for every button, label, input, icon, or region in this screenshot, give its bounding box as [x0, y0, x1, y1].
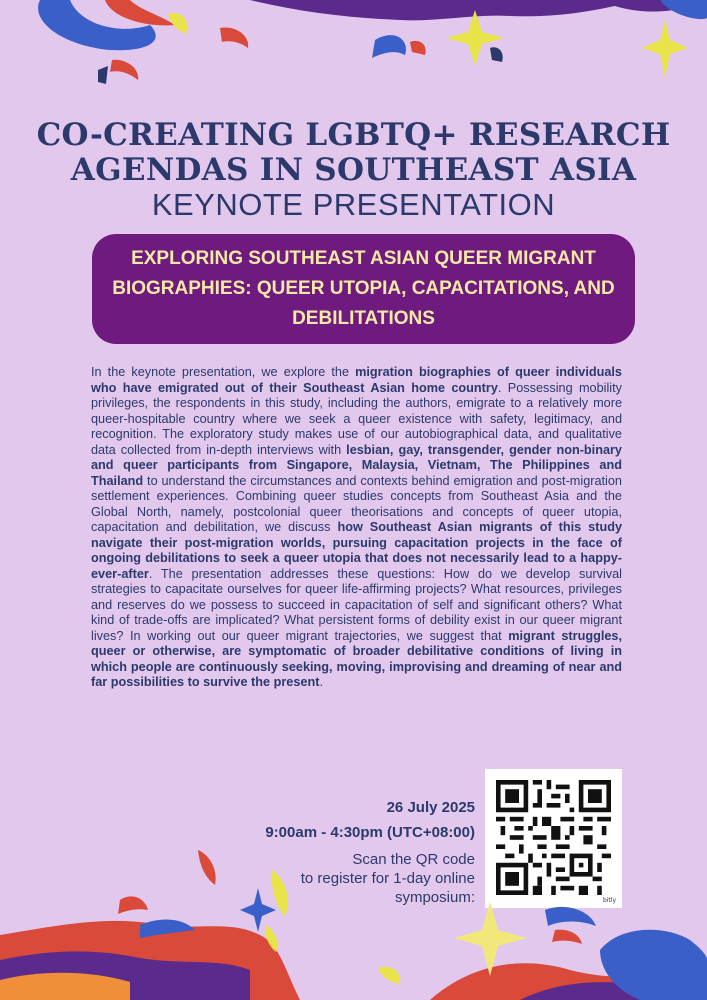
talk-title: EXPLORING SOUTHEAST ASIAN QUEER MIGRANT BIOGRAPHIES: QUEER UTOPIA, CAPACITATIONS, AND DEBILITATIONS: [112, 248, 615, 329]
bottom-red-dash: [552, 930, 582, 944]
qr-brand-label: bitly: [602, 897, 616, 904]
top-left-navy-dash: [98, 66, 108, 84]
bottom-blue-swirl: [545, 907, 596, 926]
abstract-text-1: In the keynote presentation, we explore the: [91, 365, 356, 379]
scan-line-2: to register for 1-day online: [300, 870, 475, 887]
bottom-red-comma-left: [118, 896, 148, 914]
top-decoration: [0, 0, 707, 110]
top-right-yellow-star: [642, 20, 688, 78]
title-line-1: CO-CREATING LGBTQ+ RESEARCH: [36, 117, 671, 153]
top-navy-drop: [490, 47, 503, 62]
bottom-yellow-leaf: [272, 870, 288, 916]
scan-line-3: symposium:: [394, 889, 475, 906]
top-red-comma: [220, 27, 248, 48]
bottom-blue-star: [240, 888, 276, 932]
bottom-yellow-blob: [378, 967, 400, 984]
abstract-text-4: . The presentation addresses these questions: How do we develop survival strategies to capacitate ourselves for queer life-affirming projects? What resources, privileges and reserves do we possess to succeed in capacitation of self and significant others? What kind of trade-offs are implicated? What persistent forms of debility exist in our queer migrant lives? In working out our queer migrant trajectories, we suggest that: [91, 566, 622, 643]
abstract-bold-4: migrant struggles, queer or otherwise, are symptomatic of broader debilitative conditions of living in which people are continuously seeking, moving, improvising and dreaming of near and far possibilities to survive the present: [91, 628, 623, 689]
bottom-red-comma: [198, 850, 216, 885]
title-line-2: AGENDAS IN SOUTHEAST ASIA: [70, 152, 637, 188]
top-left-red-dash: [110, 60, 138, 80]
top-red-small: [410, 41, 426, 55]
abstract-text-3: to understand the circumstances and contexts behind emigration and post-migration settlement experiences. Combining queer studies concepts from Southeast Asia and the Global North, namely, postcolonial queer theorisations and concepts of queer utopia, capacitation and debilitation, we discuss: [91, 473, 622, 534]
top-blue-comma: [372, 35, 406, 58]
abstract-paragraph: [91, 365, 622, 691]
top-left-red-swirl: [105, 0, 175, 25]
top-purple-blob: [250, 0, 640, 20]
abstract-bold-3: how Southeast Asian migrants of this study navigate their post-migration worlds, pursuing capacitation projects in the face of ongoing debilitations to seek a queer utopia that does not necessarily lead to a happy-ever-after: [91, 520, 622, 581]
abstract-bold-2: lesbian, gay, transgender, gender non-binary and queer participants from Singapore, Malaysia, Vietnam, The Philippines and Thailand: [91, 442, 622, 488]
page-title: [0, 118, 707, 188]
abstract-text-2: . Possessing mobility privileges, the respondents in this study, including the authors, emigrate to a relatively more queer-hospitable country where we seek a queer existence with safety, legitimacy, and recognition. The exploratory study makes use of our autobiographical data, and qualitative data collected from in-depth interviews with: [91, 380, 622, 457]
subtitle: KEYNOTE PRESENTATION: [151, 187, 556, 222]
bottom-decoration: [0, 830, 707, 1000]
abstract-text-5: .: [319, 675, 323, 689]
scan-line-1: Scan the QR code: [352, 851, 475, 868]
event-date: 26 July 2025: [386, 799, 475, 816]
talk-title-banner: [92, 234, 635, 344]
event-time: 9:00am - 4:30pm (UTC+08:00): [265, 824, 475, 841]
abstract-bold-1: migration biographies of queer individuals who have emigrated out of their Southeast Asian home country: [91, 365, 622, 395]
